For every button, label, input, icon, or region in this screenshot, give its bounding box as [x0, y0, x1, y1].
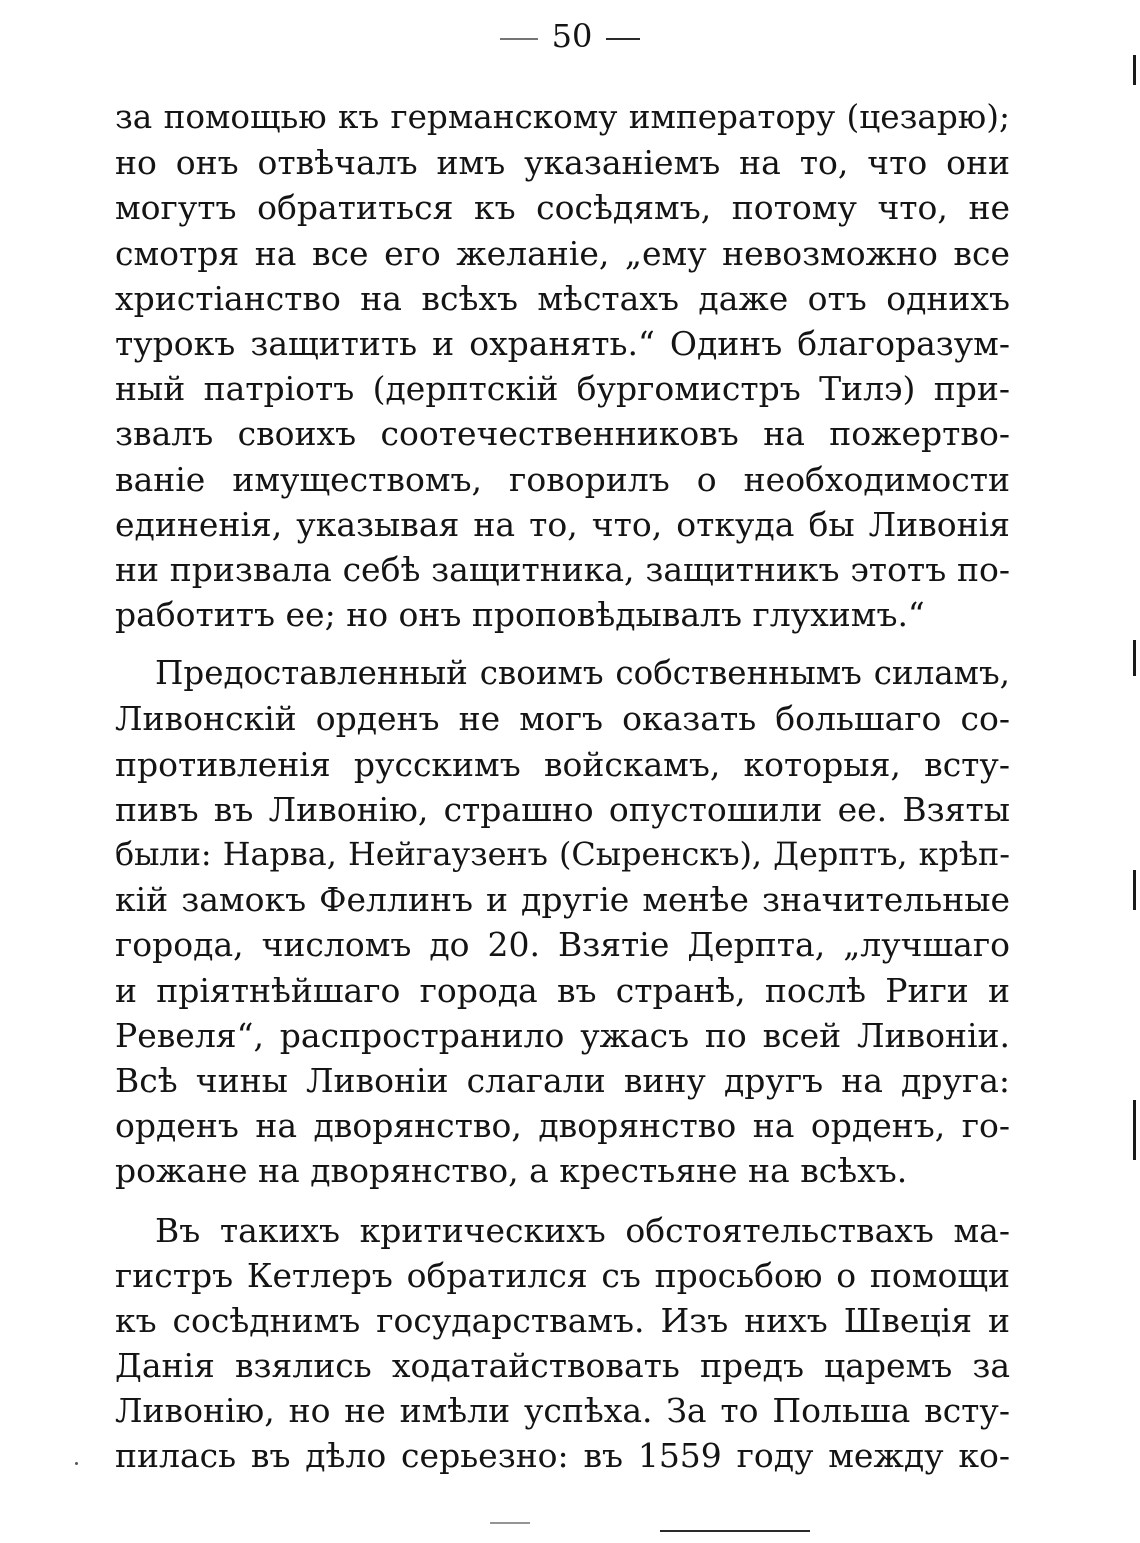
text-line: ваніе имуществомъ, говорилъ о необходимости	[115, 459, 1010, 499]
text-line: Ливонію, но не имѣли успѣха. За то Польша всту-	[115, 1391, 1010, 1431]
text-line: орденъ на дворянство, дворянство на орденъ, го-	[115, 1106, 1010, 1146]
text-line: и пріятнѣйшаго города въ странѣ, послѣ Риги и	[115, 970, 1010, 1010]
scan-edge-mark	[1133, 870, 1136, 910]
scan-edge-mark	[1133, 640, 1136, 676]
text-line: смотря на все его желаніе, „ему невозможно все	[115, 233, 1010, 273]
paragraph-3	[115, 1208, 1010, 1479]
paragraph-1	[115, 95, 1010, 637]
scan-edge-mark	[1133, 55, 1136, 85]
text-line: Ревеля“, распространило ужасъ по всей Ливоніи.	[115, 1015, 1010, 1055]
text-line: ный патріотъ (дерптскій бургомистръ Тилэ) при-	[115, 369, 1010, 409]
text-line: противленія русскимъ войскамъ, которыя, всту-	[115, 744, 1010, 784]
page-number: 50	[551, 17, 593, 55]
text-line: ни призвала себѣ защитника, защитникъ этотъ по-	[115, 549, 1010, 589]
scan-foot-line	[490, 1522, 530, 1524]
text-line: гистръ Кетлеръ обратился съ просьбою о помощи	[115, 1255, 1010, 1295]
text-line: рожане на дворянство, а крестьяне на всѣхъ.	[115, 1151, 908, 1191]
text-line: за помощью къ германскому императору (цезарю);	[115, 98, 1010, 136]
text-line: Данія взялись ходатайствовать предъ царемъ за	[115, 1346, 1010, 1386]
text-line: города, числомъ до 20. Взятіе Дерпта, „лучшаго	[115, 925, 1010, 965]
body-text	[115, 95, 1010, 1479]
text-line: звалъ своихъ соотечественниковъ на пожертво-	[115, 414, 1010, 454]
scan-edge-mark	[1133, 1100, 1136, 1160]
header-dash-left	[500, 38, 538, 40]
text-line: Всѣ чины Ливоніи слагали вину другъ на друга:	[115, 1060, 1010, 1100]
page-header	[0, 6, 1140, 66]
text-line: единенія, указывая на то, что, откуда бы Ливонія	[115, 504, 1010, 544]
header-dash-right	[606, 38, 640, 40]
text-line: были: Нарва, Нейгаузенъ (Сыренскъ), Дерптъ, крѣп-	[115, 835, 1010, 873]
text-line: работитъ ее; но онъ проповѣдывалъ глухимъ.“	[115, 595, 925, 635]
scan-foot-line	[660, 1530, 810, 1532]
text-line: но онъ отвѣчалъ имъ указаніемъ на то, что они	[115, 143, 1010, 183]
paragraph-2	[115, 651, 1010, 1193]
text-line: кій замокъ Феллинъ и другіе менѣе значительные	[115, 880, 1010, 920]
text-line: пилась въ дѣло серьезно: въ 1559 году между ко-	[115, 1436, 1010, 1476]
text-line: турокъ защитить и охранять.“ Одинъ благоразум-	[115, 323, 1010, 363]
text-line: пивъ въ Ливонію, страшно опустошили ее. Взяты	[115, 789, 1010, 829]
text-line: христіанство на всѣхъ мѣстахъ даже отъ однихъ	[115, 278, 1010, 318]
text-line: могутъ обратиться къ сосѣдямъ, потому что, не	[115, 188, 1010, 228]
text-line: Ливонскій орденъ не могъ оказать большаго со-	[115, 699, 1010, 739]
text-line: Предоставленный своимъ собственнымъ силамъ,	[155, 654, 1010, 693]
text-line: Въ такихъ критическихъ обстоятельствахъ ма-	[155, 1210, 1010, 1250]
scan-speck	[75, 1462, 78, 1465]
text-line: къ сосѣднимъ государствамъ. Изъ нихъ Швеція и	[115, 1300, 1010, 1340]
